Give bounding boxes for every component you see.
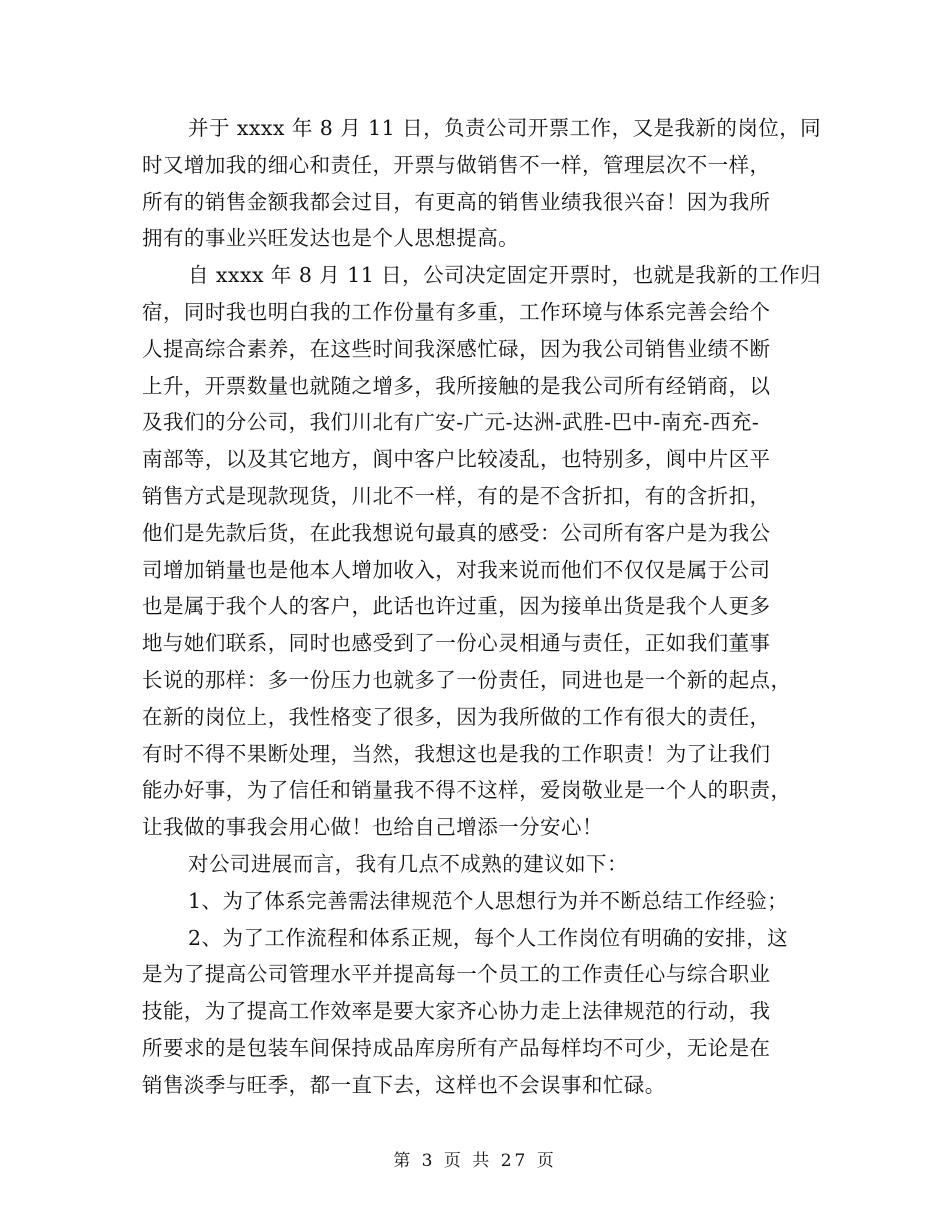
paragraph-line: 他们是先款后货，在此我想说句最真的感受：公司所有客户是为我公 xyxy=(142,520,771,545)
paragraph-line: 是为了提高公司管理水平并提高每一个员工的工作责任心与综合职业 xyxy=(142,962,771,987)
paragraph-line: 并于 xxxx 年 8 月 11 日，负责公司开票工作，又是我新的岗位，同 xyxy=(188,116,822,140)
paragraph-line: 时又增加我的细心和责任，开票与做销售不一样，管理层次不一样， xyxy=(142,152,771,177)
paragraph-line: 自 xxxx 年 8 月 11 日，公司决定固定开票时，也就是我新的工作归 xyxy=(188,263,822,288)
document-body xyxy=(142,110,822,1104)
paragraph-line: 地与她们联系，同时也感受到了一份心灵相通与责任，正如我们董事 xyxy=(142,631,771,656)
paragraph-line: 上升，开票数量也就随之增多，我所接触的是我公司所有经销商，以 xyxy=(142,373,771,398)
paragraph-line: 技能，为了提高工作效率是要大家齐心协力走上法律规范的行动，我 xyxy=(142,999,771,1024)
paragraph-line: 对公司进展而言，我有几点不成熟的建议如下： xyxy=(188,851,628,876)
page-number-footer: 第 3 页 共 27 页 xyxy=(393,1151,557,1171)
paragraph-line: 有时不得不果断处理，当然，我想这也是我的工作职责！为了让我们 xyxy=(142,741,771,766)
list-item: 1、为了体系完善需法律规范个人思想行为并不断总结工作经验； xyxy=(188,888,789,913)
paragraph-line: 宿，同时我也明白我的工作份量有多重，工作环境与体系完善会给个 xyxy=(142,299,771,324)
list-item: 2、为了工作流程和体系正规，每个人工作岗位有明确的安排，这 xyxy=(188,925,789,950)
paragraph-line: 人提高综合素养，在这些时间我深感忙碌，因为我公司销售业绩不断 xyxy=(142,336,771,361)
paragraph-line: 及我们的分公司，我们川北有广安-广元-达洲-武胜-巴中-南充-西充- xyxy=(142,410,760,435)
paragraph-line: 能办好事，为了信任和销量我不得不这样，爱岗敬业是一个人的职责， xyxy=(142,778,792,803)
paragraph-line: 销售方式是现款现货，川北不一样，有的是不含折扣，有的含折扣， xyxy=(142,483,771,508)
paragraph-line: 也是属于我个人的客户，此话也许过重，因为接单出货是我个人更多 xyxy=(142,594,771,619)
paragraph-line: 所要求的是包装车间保持成品库房所有产品每样均不可少，无论是在 xyxy=(142,1035,771,1060)
paragraph-line: 在新的岗位上，我性格变了很多，因为我所做的工作有很大的责任， xyxy=(142,704,771,729)
paragraph-line: 拥有的事业兴旺发达也是个人思想提高。 xyxy=(142,226,520,251)
paragraph-line: 司增加销量也是他本人增加收入，对我来说而他们不仅仅是属于公司 xyxy=(142,557,771,582)
paragraph-line: 长说的那样：多一份压力也就多了一份责任，同进也是一个新的起点， xyxy=(142,667,792,692)
paragraph-line: 销售淡季与旺季，都一直下去，这样也不会误事和忙碌。 xyxy=(142,1072,666,1097)
paragraph-line: 让我做的事我会用心做！也给自己增添一分安心！ xyxy=(142,815,603,840)
paragraph-line: 南部等，以及其它地方，阆中客户比较凌乱，也特别多，阆中片区平 xyxy=(142,447,771,472)
paragraph-line: 所有的销售金额我都会过目，有更高的销售业绩我很兴奋！因为我所 xyxy=(142,189,771,214)
